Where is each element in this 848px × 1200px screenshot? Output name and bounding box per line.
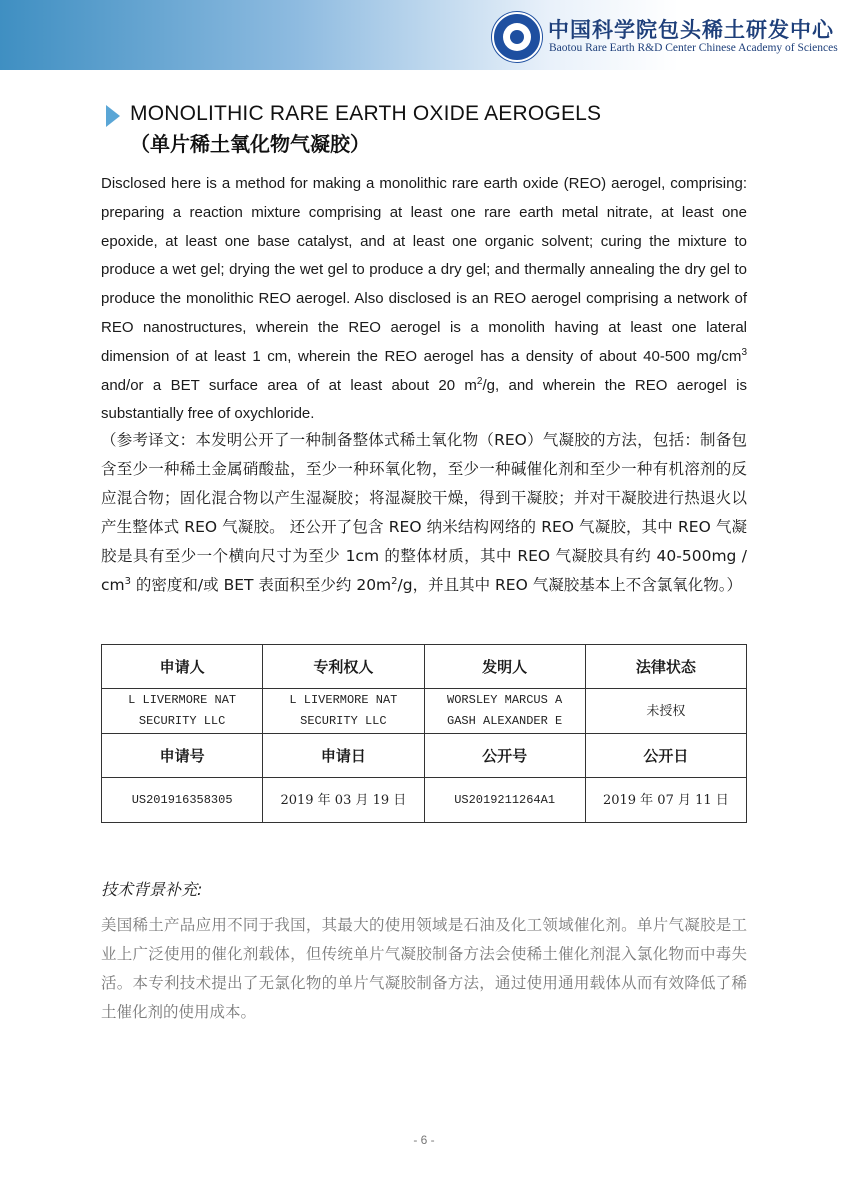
org-name-en: Baotou Rare Earth R&D Center Chinese Academy of Sciences	[549, 42, 838, 54]
table-header-cell: 申请号	[102, 734, 263, 778]
inventor-cell	[424, 689, 585, 734]
patent-info-table	[101, 644, 747, 823]
application-number-cell: US201916358305	[102, 778, 263, 823]
table-header-row	[102, 734, 747, 778]
superscript: 3	[741, 346, 747, 358]
abstract-text-1: Disclosed here is a method for making a monolithic rare earth oxide (REO) aerogel, comprising: preparing a reaction mixture comprising at least one rare earth metal nitrate, at least one epoxide, at least one base catalyst, and at least one organic solvent; curing the mixture to produce a wet gel; drying the wet gel to produce a dry gel; and thermally annealing the dry gel to produce the monolithic REO aerogel. Also disclosed is an REO aerogel comprising a network of REO nanostructures, wherein the REO aerogel is a monolith having at least one lateral dimension of at least 1 cm, wherein the REO aerogel has a density of about 40-500 mg/cm	[101, 175, 747, 365]
translation-text-3: /g，并且其中 REO 气凝胶基本上不含氯氧化物。）	[397, 576, 742, 594]
table-row	[102, 689, 747, 734]
cell-line: 未授权	[646, 703, 686, 719]
cell-line: L LIVERMORE NAT	[289, 693, 398, 707]
table-header-cell: 发明人	[424, 645, 585, 689]
table-header-cell: 公开号	[424, 734, 585, 778]
page-title-en: MONOLITHIC RARE EARTH OXIDE AEROGELS	[130, 102, 602, 125]
table-header-cell: 专利权人	[263, 645, 424, 689]
patentee-cell	[263, 689, 424, 734]
legal-status-cell	[585, 689, 746, 734]
table-header-cell: 公开日	[585, 734, 746, 778]
superscript: 2	[391, 575, 398, 587]
publication-number-cell: US2019211264A1	[424, 778, 585, 823]
table-header-cell: 申请人	[102, 645, 263, 689]
abstract-paragraph	[101, 170, 747, 429]
applicant-cell	[102, 689, 263, 734]
cell-line: WORSLEY MARCUS A	[447, 693, 563, 707]
application-date-cell: 2019 年 03 月 19 日	[263, 778, 424, 823]
page-number: - 6 -	[413, 1133, 435, 1147]
cell-line: GASH ALEXANDER E	[447, 714, 563, 728]
page-title-cn: （单片稀土氧化物气凝胶）	[130, 132, 370, 156]
cell-line: SECURITY LLC	[300, 714, 387, 728]
translation-text-2: 的密度和/或 BET 表面积至少约 20m	[131, 576, 392, 594]
title-arrow-icon	[106, 105, 120, 127]
publication-date-cell: 2019 年 07 月 11 日	[585, 778, 746, 823]
cell-line: SECURITY LLC	[138, 714, 226, 728]
cell-line: L LIVERMORE NAT	[128, 693, 237, 707]
table-header-row	[102, 645, 747, 689]
superscript: 2	[476, 375, 483, 387]
translation-text-1: （参考译文：本发明公开了一种制备整体式稀土氧化物（REO）气凝胶的方法，包括：制备包含至少一种稀土金属硝酸盐，至少一种环氧化物，至少一种碱催化剂和至少一种有机溶剂的反应混合物；固化混合物以产生湿凝胶；将湿凝胶干燥，得到干凝胶；并对干凝胶进行热退火以产生整体式 REO 气凝胶。 还公开了包含 REO 纳米结构网络的 REO 气凝胶，其中 REO 气凝胶是具有至少一个横向尺寸为至少 1cm 的整体材质，其中 REO 气凝胶具有约 40-500mg / cm	[101, 431, 747, 594]
background-paragraph: 美国稀土产品应用不同于我国，其最大的使用领域是石油及化工领域催化剂。单片气凝胶是工业上广泛使用的催化剂载体，但传统单片气凝胶制备方法会使稀土催化剂混入氯化物而中毒失活。本专利技术提出了无氯化物的单片气凝胶制备方法，通过使用通用载体从而有效降低了稀土催化剂的使用成本。	[101, 916, 747, 1021]
background-heading: 技术背景补充:	[101, 880, 203, 899]
cas-logo-icon	[492, 12, 542, 62]
abstract-text-2: and/or a BET surface area of at least about 20 m	[101, 376, 477, 394]
superscript: 3	[124, 575, 131, 587]
table-header-cell: 法律状态	[585, 645, 746, 689]
translation-paragraph	[101, 426, 747, 600]
table-row	[102, 778, 747, 823]
org-name-cn: 中国科学院包头稀土研发中心	[548, 17, 834, 42]
table-header-cell: 申请日	[263, 734, 424, 778]
abstract-text-3: /g, and wherein the REO aerogel is substantially free of oxychloride.	[101, 376, 747, 423]
